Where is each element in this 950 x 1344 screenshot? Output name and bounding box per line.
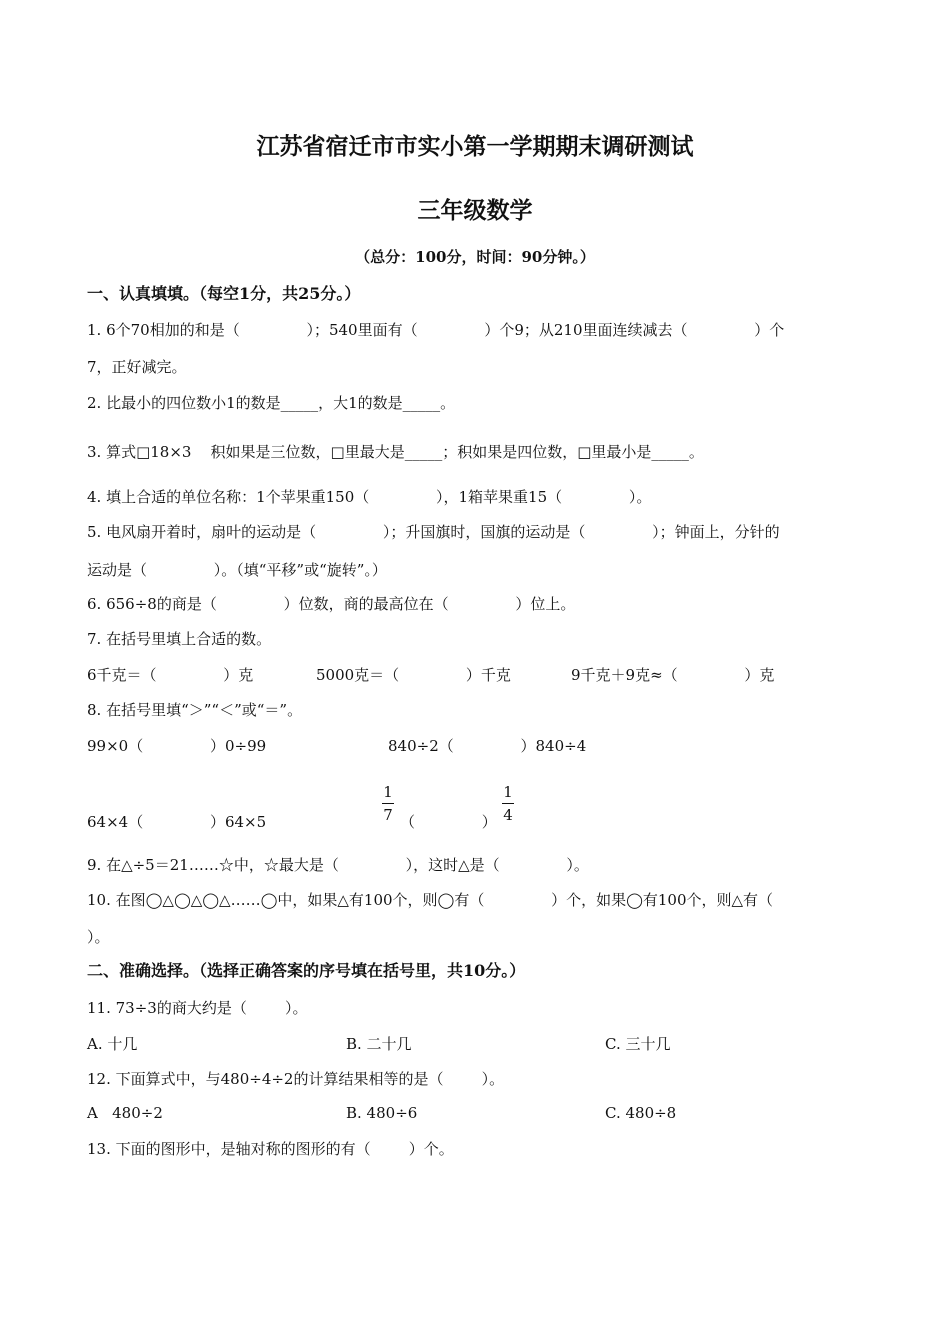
fraction-numerator: 1 <box>503 783 513 801</box>
exam-title: 江苏省宿迁市市实小第一学期期末调研测试 <box>256 133 694 160</box>
question-7-item-b: 5000克＝（ ）千克 <box>316 666 511 684</box>
question-11-option-c: C. 三十几 <box>605 1035 671 1053</box>
question-6: 6. 656÷8的商是（ ）位数，商的最高位在（ ）位上。 <box>87 595 576 613</box>
question-5-line-1: 5. 电风扇开着时，扇叶的运动是（ ）；升国旗时，国旗的运动是（ ）；钟面上，分针的 <box>87 523 780 541</box>
fraction-one-fourth <box>500 782 516 825</box>
fraction-numerator: 1 <box>383 783 393 801</box>
question-7-item-a: 6千克＝（ ）克 <box>87 666 254 684</box>
question-8-item-b: 840÷2（ ）840÷4 <box>388 737 587 755</box>
exam-subtitle: 三年级数学 <box>417 197 533 224</box>
question-8-item-d-paren: （ ） <box>400 813 497 831</box>
question-7: 7. 在括号里填上合适的数。 <box>87 630 272 648</box>
question-2: 2. 比最小的四位数小1的数是_____，大1的数是_____。 <box>87 394 456 412</box>
question-5-line-2: 运动是（ ）。（填“平移”或“旋转”。） <box>87 561 387 579</box>
fraction-bar <box>382 803 394 804</box>
fraction-denominator: 7 <box>383 806 393 824</box>
question-11: 11. 73÷3的商大约是（ ）。 <box>87 999 308 1017</box>
question-11-option-a: A. 十几 <box>87 1035 138 1053</box>
question-1-line-2: 7，正好减完。 <box>87 358 187 376</box>
fraction-bar <box>502 803 514 804</box>
fraction-one-seventh <box>380 782 396 825</box>
question-1-line-1: 1. 6个70相加的和是（ ）；540里面有（ ）个9；从210里面连续减去（ ）个 <box>87 321 785 339</box>
question-8-item-c: 64×4（ ）64×5 <box>87 813 267 831</box>
question-11-option-b: B. 二十几 <box>346 1035 412 1053</box>
score-info: （总分：100分，时间：90分钟。） <box>355 248 595 266</box>
question-9: 9. 在△÷5＝21……☆中，☆最大是（ ），这时△是（ ）。 <box>87 856 589 874</box>
question-3: 3. 算式□18×3 积如果是三位数，□里最大是_____；积如果是四位数，□里最小是_____。 <box>87 443 704 461</box>
section-2-heading: 二、准确选择。（选择正确答案的序号填在括号里，共10分。） <box>87 961 526 980</box>
question-8-item-a: 99×0（ ）0÷99 <box>87 737 267 755</box>
question-13: 13. 下面的图形中，是轴对称的图形的有（ ）个。 <box>87 1140 454 1158</box>
question-10-line-2: ）。 <box>87 928 110 946</box>
question-4: 4. 填上合适的单位名称：1个苹果重150（ ），1箱苹果重15（ ）。 <box>87 488 652 506</box>
fraction-denominator: 4 <box>503 806 513 824</box>
question-12: 12. 下面算式中，与480÷4÷2的计算结果相等的是（ ）。 <box>87 1070 505 1088</box>
question-10-line-1: 10. 在图◯△◯△◯△……◯中，如果△有100个，则◯有（ ）个，如果◯有100个，则△有（ <box>87 891 774 909</box>
section-1-heading: 一、认真填填。（每空1分，共25分。） <box>87 284 361 303</box>
question-12-option-b: B. 480÷6 <box>346 1104 418 1122</box>
question-12-option-a: A 480÷2 <box>87 1104 163 1122</box>
question-12-option-c: C. 480÷8 <box>605 1104 677 1122</box>
question-7-item-c: 9千克＋9克≈（ ）克 <box>571 666 775 684</box>
question-8: 8. 在括号里填“＞”“＜”或“＝”。 <box>87 701 303 719</box>
